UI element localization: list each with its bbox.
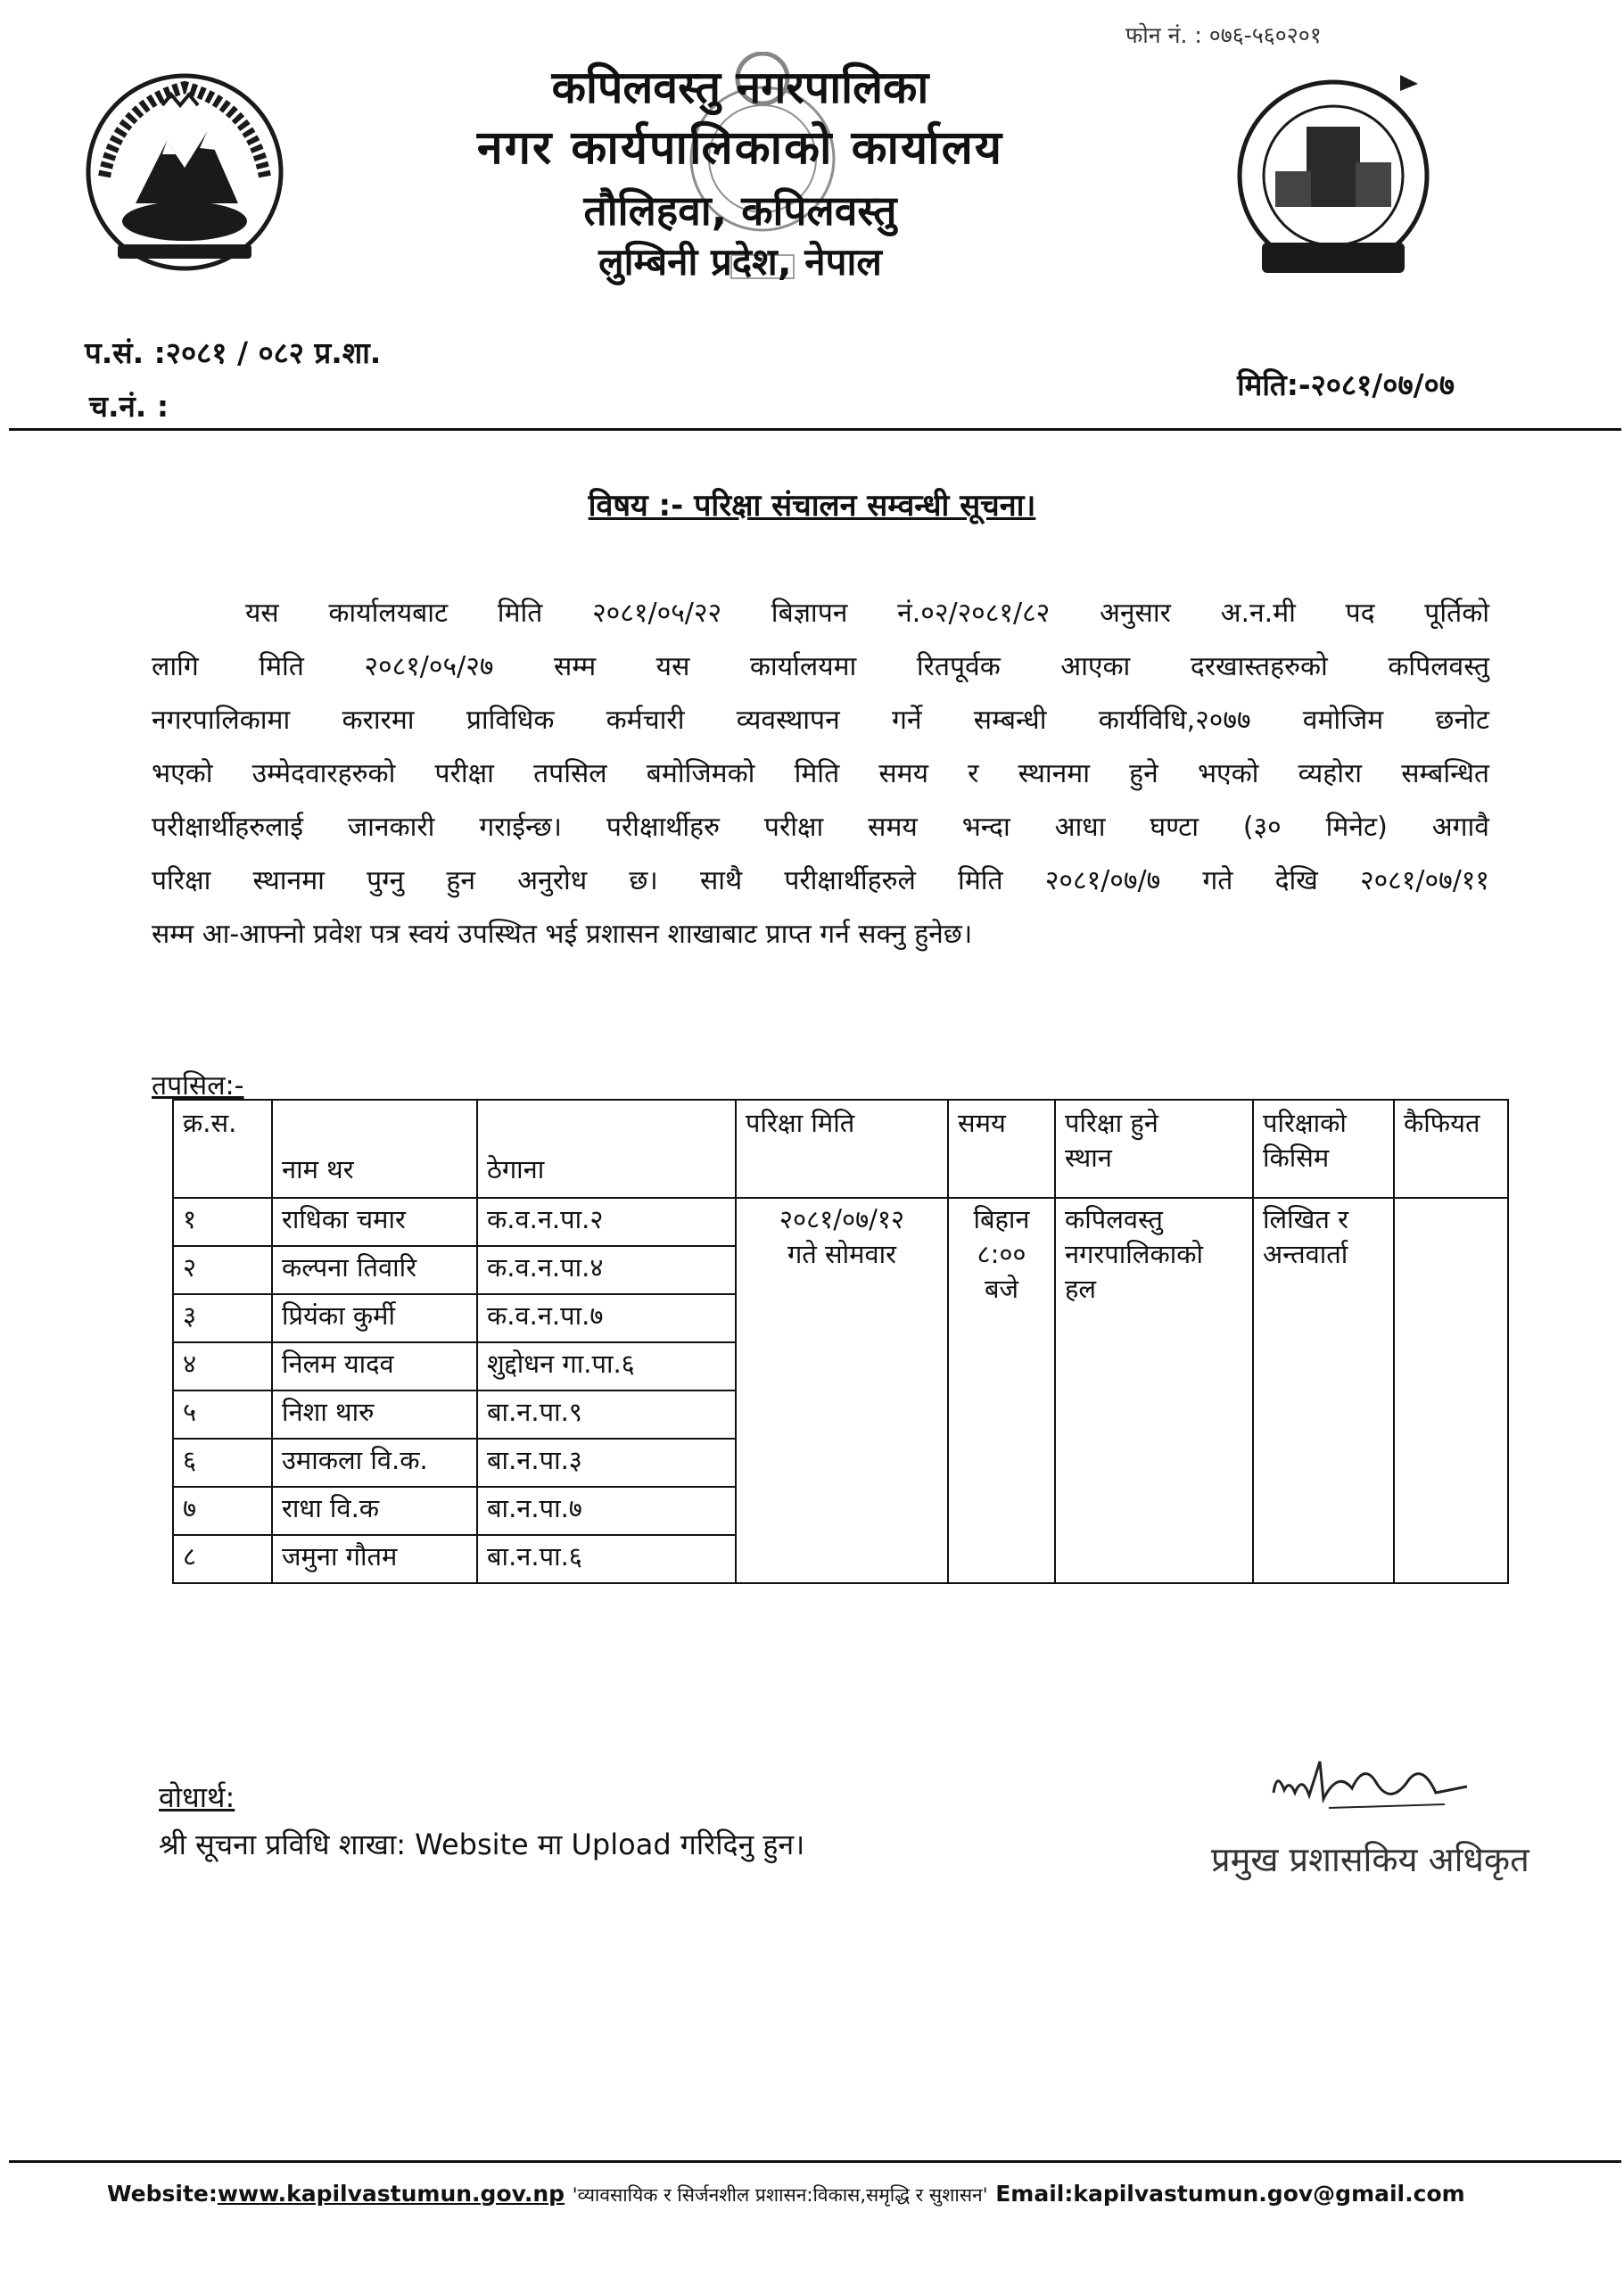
header-remarks: कैफियत <box>1394 1100 1508 1198</box>
cell-name: प्रियंका कुर्मी <box>272 1294 477 1342</box>
table-header-row <box>173 1100 1508 1198</box>
cell-serial: ८ <box>173 1535 272 1583</box>
handwritten-signature-icon <box>1266 1744 1471 1820</box>
cell-address: बा.न.पा.७ <box>477 1487 736 1535</box>
header-divider <box>9 428 1621 431</box>
subject-line <box>0 483 1624 524</box>
cell-serial: ७ <box>173 1487 272 1535</box>
cell-name: कल्पना तिवारि <box>272 1246 477 1294</box>
phone-number: फोन नं. : ०७६-५६०२०१ <box>1125 22 1322 48</box>
header-exam-type: परिक्षाको किसिम <box>1253 1100 1394 1198</box>
office-location: तौलिहवा, कपिलवस्तु <box>583 186 897 235</box>
table-row <box>173 1198 1508 1246</box>
cell-name: निशा थारु <box>272 1390 477 1439</box>
header-address: ठेगाना <box>477 1100 736 1198</box>
cell-name: राधिका चमार <box>272 1198 477 1246</box>
cell-exam-type: लिखित र अन्तवार्ता <box>1253 1198 1394 1583</box>
cell-name: जमुना गौतम <box>272 1535 477 1583</box>
cell-name: निलम यादव <box>272 1342 477 1390</box>
subject-text: विषय :- परिक्षा संचालन सम्वन्धी सूचना। <box>588 488 1036 524</box>
footer-website-label: Website: <box>107 2181 218 2207</box>
footer-divider <box>9 2160 1621 2163</box>
body-line: भएको उम्मेदवारहरुको परीक्षा तपसिल बमोजिमको मिति समय र स्थानमा हुने भएको व्यहोरा सम्बन्धित <box>152 758 1489 789</box>
office-name: नगर कार्यपालिकाको कार्यालय <box>476 121 1004 175</box>
nepal-emblem-icon <box>82 70 287 275</box>
cell-serial: ५ <box>173 1390 272 1439</box>
body-line: यस कार्यालयबाट मिति २०८१/०५/२२ बिज्ञापन नं.०२/२०८१/८२ अनुसार अ.न.मी पद पूर्तिको <box>245 598 1490 629</box>
cell-name: उमाकला वि.क. <box>272 1439 477 1487</box>
header-serial: क्र.स. <box>173 1100 272 1198</box>
cell-address: बा.न.पा.६ <box>477 1535 736 1583</box>
signatory-designation: प्रमुख प्रशासकिय अधिकृत <box>1211 1840 1529 1879</box>
cell-exam-date: २०८१/०७/१२ गते सोमवार <box>736 1198 948 1583</box>
cell-address: क.व.न.पा.२ <box>477 1198 736 1246</box>
cell-address: क.व.न.पा.७ <box>477 1294 736 1342</box>
cell-address: शुद्दोधन गा.पा.६ <box>477 1342 736 1390</box>
footer-email[interactable]: Email:kapilvastumun.gov@gmail.com <box>995 2181 1465 2207</box>
exam-schedule-table <box>172 1099 1509 1584</box>
body-line: सम्म आ-आफ्नो प्रवेश पत्र स्वयं उपस्थित भई प्रशासन शाखाबाट प्राप्त गर्न सक्नु हुनेछ। <box>152 919 973 950</box>
cell-serial: २ <box>173 1246 272 1294</box>
body-line: परीक्षार्थीहरुलाई जानकारी गराईन्छ। परीक्षार्थीहरु परीक्षा समय भन्दा आधा घण्टा (३० मिनेट) अगावै <box>152 812 1489 843</box>
header-name: नाम थर <box>272 1100 477 1198</box>
cell-address: बा.न.पा.९ <box>477 1390 736 1439</box>
header-exam-date: परिक्षा मिति <box>736 1100 948 1198</box>
body-line: नगरपालिकामा करारमा प्राविधिक कर्मचारी व्यवस्थापन गर्ने सम्बन्धी कार्यविधि,२०७७ वमोजिम छनोट <box>152 705 1489 736</box>
dispatch-number: च.नं. : <box>89 389 169 424</box>
cell-serial: ६ <box>173 1439 272 1487</box>
cell-time: बिहान ८:०० बजे <box>948 1198 1055 1583</box>
footer <box>107 2181 1465 2207</box>
footer-slogan: 'व्यावसायिक र सिर्जनशील प्रशासन:विकास,समृद्धि र सुशासन' <box>572 2184 988 2206</box>
municipality-logo-icon <box>1222 73 1445 287</box>
cell-address: बा.न.पा.३ <box>477 1439 736 1487</box>
cell-serial: ३ <box>173 1294 272 1342</box>
header-venue: परिक्षा हुने स्थान <box>1055 1100 1253 1198</box>
cc-title: वोधार्थ: <box>159 1780 235 1814</box>
footer-website-link[interactable]: www.kapilvastumun.gov.np <box>217 2181 565 2207</box>
letter-date: मिति:-२०८१/०७/०७ <box>1237 367 1455 402</box>
province-country: लुम्बिनी प्रदेश, नेपाल <box>598 240 882 284</box>
cell-serial: ४ <box>173 1342 272 1390</box>
header-time: समय <box>948 1100 1055 1198</box>
schedule-title: तपसिल:- <box>152 1070 244 1102</box>
body-line: परिक्षा स्थानमा पुग्नु हुन अनुरोध छ। साथै परीक्षार्थीहरुले मिति २०८१/०७/७ गते देखि २०८१/०७/११ <box>152 865 1489 896</box>
body-line: लागि मिति २०८१/०५/२७ सम्म यस कार्यालयमा रितपूर्वक आएका दरखास्तहरुको कपिलवस्तु <box>152 651 1489 682</box>
cell-address: क.व.न.पा.४ <box>477 1246 736 1294</box>
reference-number: प.सं. :२०८१ / ०८२ प्र.शा. <box>85 335 382 370</box>
cell-remarks <box>1394 1198 1508 1583</box>
cell-venue: कपिलवस्तु नगरपालिकाको हल <box>1055 1198 1253 1583</box>
municipality-name: कपिलवस्तु नगरपालिका <box>551 62 929 113</box>
cc-text: श्री सूचना प्रविधि शाखा: Website मा Upload गरिदिनु हुन। <box>159 1828 805 1861</box>
cell-serial: १ <box>173 1198 272 1246</box>
cell-name: राधा वि.क <box>272 1487 477 1535</box>
